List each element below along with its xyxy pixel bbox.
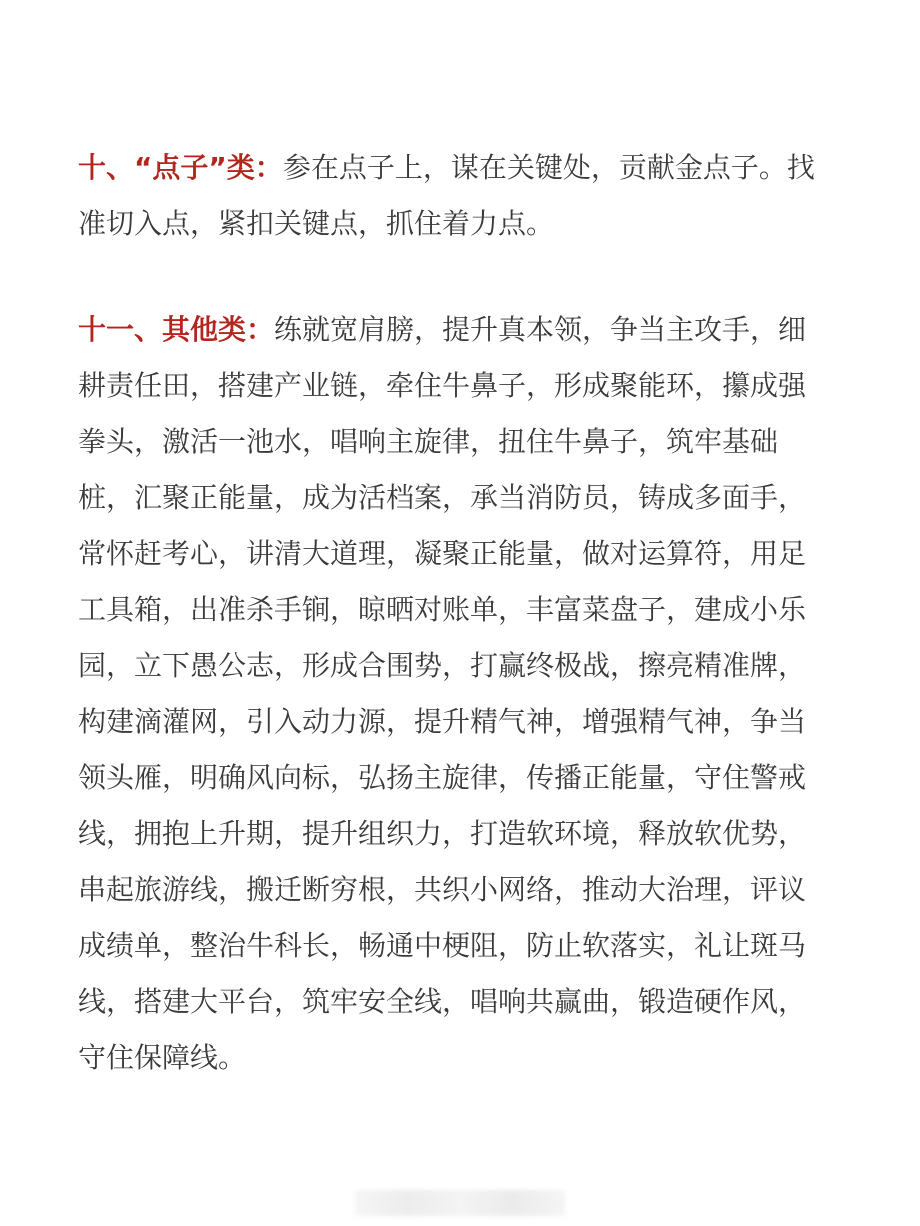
text-line: 守住保障线。 [78, 1041, 247, 1074]
text-line: 构建滴灌网，引入动力源，提升精气神，增强精气神，争当 [78, 705, 807, 738]
section-heading: 十一、其他类： [78, 313, 275, 346]
watermark [355, 1190, 565, 1216]
text-line [78, 140, 848, 196]
section-heading: 十、“点子”类： [78, 151, 283, 184]
text-line: 准切入点，紧扣关键点，抓住着力点。 [78, 207, 555, 240]
text-line: 串起旅游线，搬迁断穷根，共织小网络，推动大治理，评议 [78, 873, 807, 906]
text-line: 工具箱，出准杀手锏，晾晒对账单，丰富菜盘子，建成小乐 [78, 593, 807, 626]
text-line [78, 302, 848, 358]
section-dianzi [78, 140, 848, 252]
text-line: 拳头，激活一池水，唱响主旋律，扭住牛鼻子，筑牢基础 [78, 425, 779, 458]
text-line: 成绩单，整治牛科长，畅通中梗阻，防止软落实，礼让斑马 [78, 929, 807, 962]
line-text: 参在点子上，谋在关键处，贡献金点子。找 [282, 151, 815, 184]
text-line: 耕责任田，搭建产业链，牵住牛鼻子，形成聚能环，攥成强 [78, 369, 807, 402]
text-line: 常怀赶考心，讲清大道理，凝聚正能量，做对运算符，用足 [78, 537, 807, 570]
text-line: 园，立下愚公志，形成合围势，打赢终极战，擦亮精准牌， [78, 649, 807, 682]
section-other [78, 302, 848, 1086]
text-line: 线，搭建大平台，筑牢安全线，唱响共赢曲，锻造硬作风， [78, 985, 807, 1018]
text-line: 桩，汇聚正能量，成为活档案，承当消防员，铸成多面手， [78, 481, 807, 514]
text-line: 线，拥抱上升期，提升组织力，打造软环境，释放软优势， [78, 817, 807, 850]
line-text: 练就宽肩膀，提升真本领，争当主攻手，细 [274, 313, 807, 346]
text-line: 领头雁，明确风向标，弘扬主旋律，传播正能量，守住警戒 [78, 761, 807, 794]
